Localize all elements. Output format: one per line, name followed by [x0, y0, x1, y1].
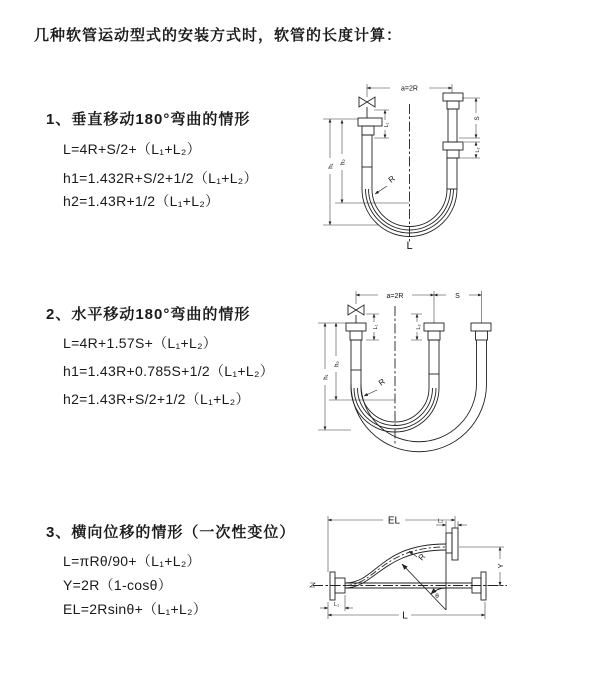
diagram-lateral-displacement	[295, 498, 600, 643]
hose-u-bend-shifted	[351, 384, 487, 452]
radius-label: R	[416, 552, 428, 563]
section-3-formula-L: L=πRθ/90+（L₁+L₂）	[63, 553, 201, 569]
right-pipe-fitting	[443, 93, 463, 189]
diagram1-dimensions	[323, 84, 481, 225]
section-2-formula-h1: h1=1.43R+0.785S+1/2（L₁+L₂）	[63, 363, 274, 379]
section-1-formula-h1: h1=1.432R+S/2+1/2（L₁+L₂）	[63, 170, 258, 186]
dim-label-s: S	[474, 116, 481, 121]
centerline-break-mark	[310, 583, 315, 587]
valve-icon	[348, 305, 364, 323]
right-flange	[472, 572, 486, 600]
dim-label-h2: h₂	[340, 159, 347, 165]
section-2-heading: 2、水平移动180°弯曲的情形	[46, 306, 251, 323]
middle-pipe-fitting	[424, 323, 444, 388]
diagram3-dimensions	[320, 516, 505, 622]
section-2-formula-L: L=4R+1.57S+（L₁+L₂）	[63, 335, 218, 351]
radius-label: R	[376, 376, 387, 388]
diagram1-hose-assembly	[358, 93, 463, 244]
diagram-vertical-180-bend	[305, 66, 595, 262]
diagram-horizontal-180-bend	[303, 284, 595, 456]
dim-label-l1: L₁	[373, 324, 379, 330]
diagram3-hose-assembly	[310, 528, 507, 610]
diagram2-annotations	[364, 377, 387, 396]
dim-label-l: L	[402, 610, 408, 622]
length-label: L	[406, 240, 413, 252]
left-pipe-fitting	[346, 323, 366, 388]
dim-label-h2: h₂	[334, 361, 341, 367]
dim-label-s: S	[455, 293, 460, 300]
dim-label-l2: L₂	[475, 147, 481, 153]
shifted-pipe-fitting	[471, 323, 491, 384]
valve-icon	[359, 97, 375, 118]
upper-flange-displaced	[446, 528, 458, 560]
section-1-formula-L: L=4R+S/2+（L₁+L₂）	[63, 141, 201, 157]
dim-label-l1: L₁	[334, 602, 339, 608]
dim-label-l2: L₂	[437, 518, 444, 525]
dim-label-h1: h₁	[328, 163, 335, 169]
section-1-formula-h2: h2=1.43R+1/2（L₁+L₂）	[63, 193, 220, 209]
left-flange	[330, 572, 345, 600]
section-3-heading: 3、横向位移的情形（一次性变位）	[46, 524, 296, 541]
dim-label-y: Y	[496, 563, 505, 569]
left-pipe-fitting	[358, 118, 382, 189]
dim-label-l1: L₁	[384, 122, 390, 128]
section-3-formula-EL: EL=2Rsinθ+（L₁+L₂）	[63, 601, 208, 617]
radius-label: R	[386, 173, 397, 185]
dim-label-a2r: a=2R	[386, 293, 404, 300]
theta-label: θ	[435, 593, 439, 600]
dim-label-el: EL	[387, 515, 401, 527]
dim-label-h1: h₁	[323, 374, 330, 380]
section-3-formula-Y: Y=2R（1-cosθ）	[63, 577, 173, 593]
section-1-heading: 1、垂直移动180°弯曲的情形	[46, 111, 251, 128]
dim-label-a2r: a=2R	[401, 85, 418, 93]
diagram2-dimensions	[318, 291, 482, 430]
section-2-formula-h2: h2=1.43R+S/2+1/2（L₁+L₂）	[63, 391, 250, 407]
hose-s-curve	[345, 544, 446, 588]
page-title: 几种软管运动型式的安装方式时，软管的长度计算：	[34, 27, 403, 44]
dim-label-l2: L₂	[416, 324, 422, 330]
